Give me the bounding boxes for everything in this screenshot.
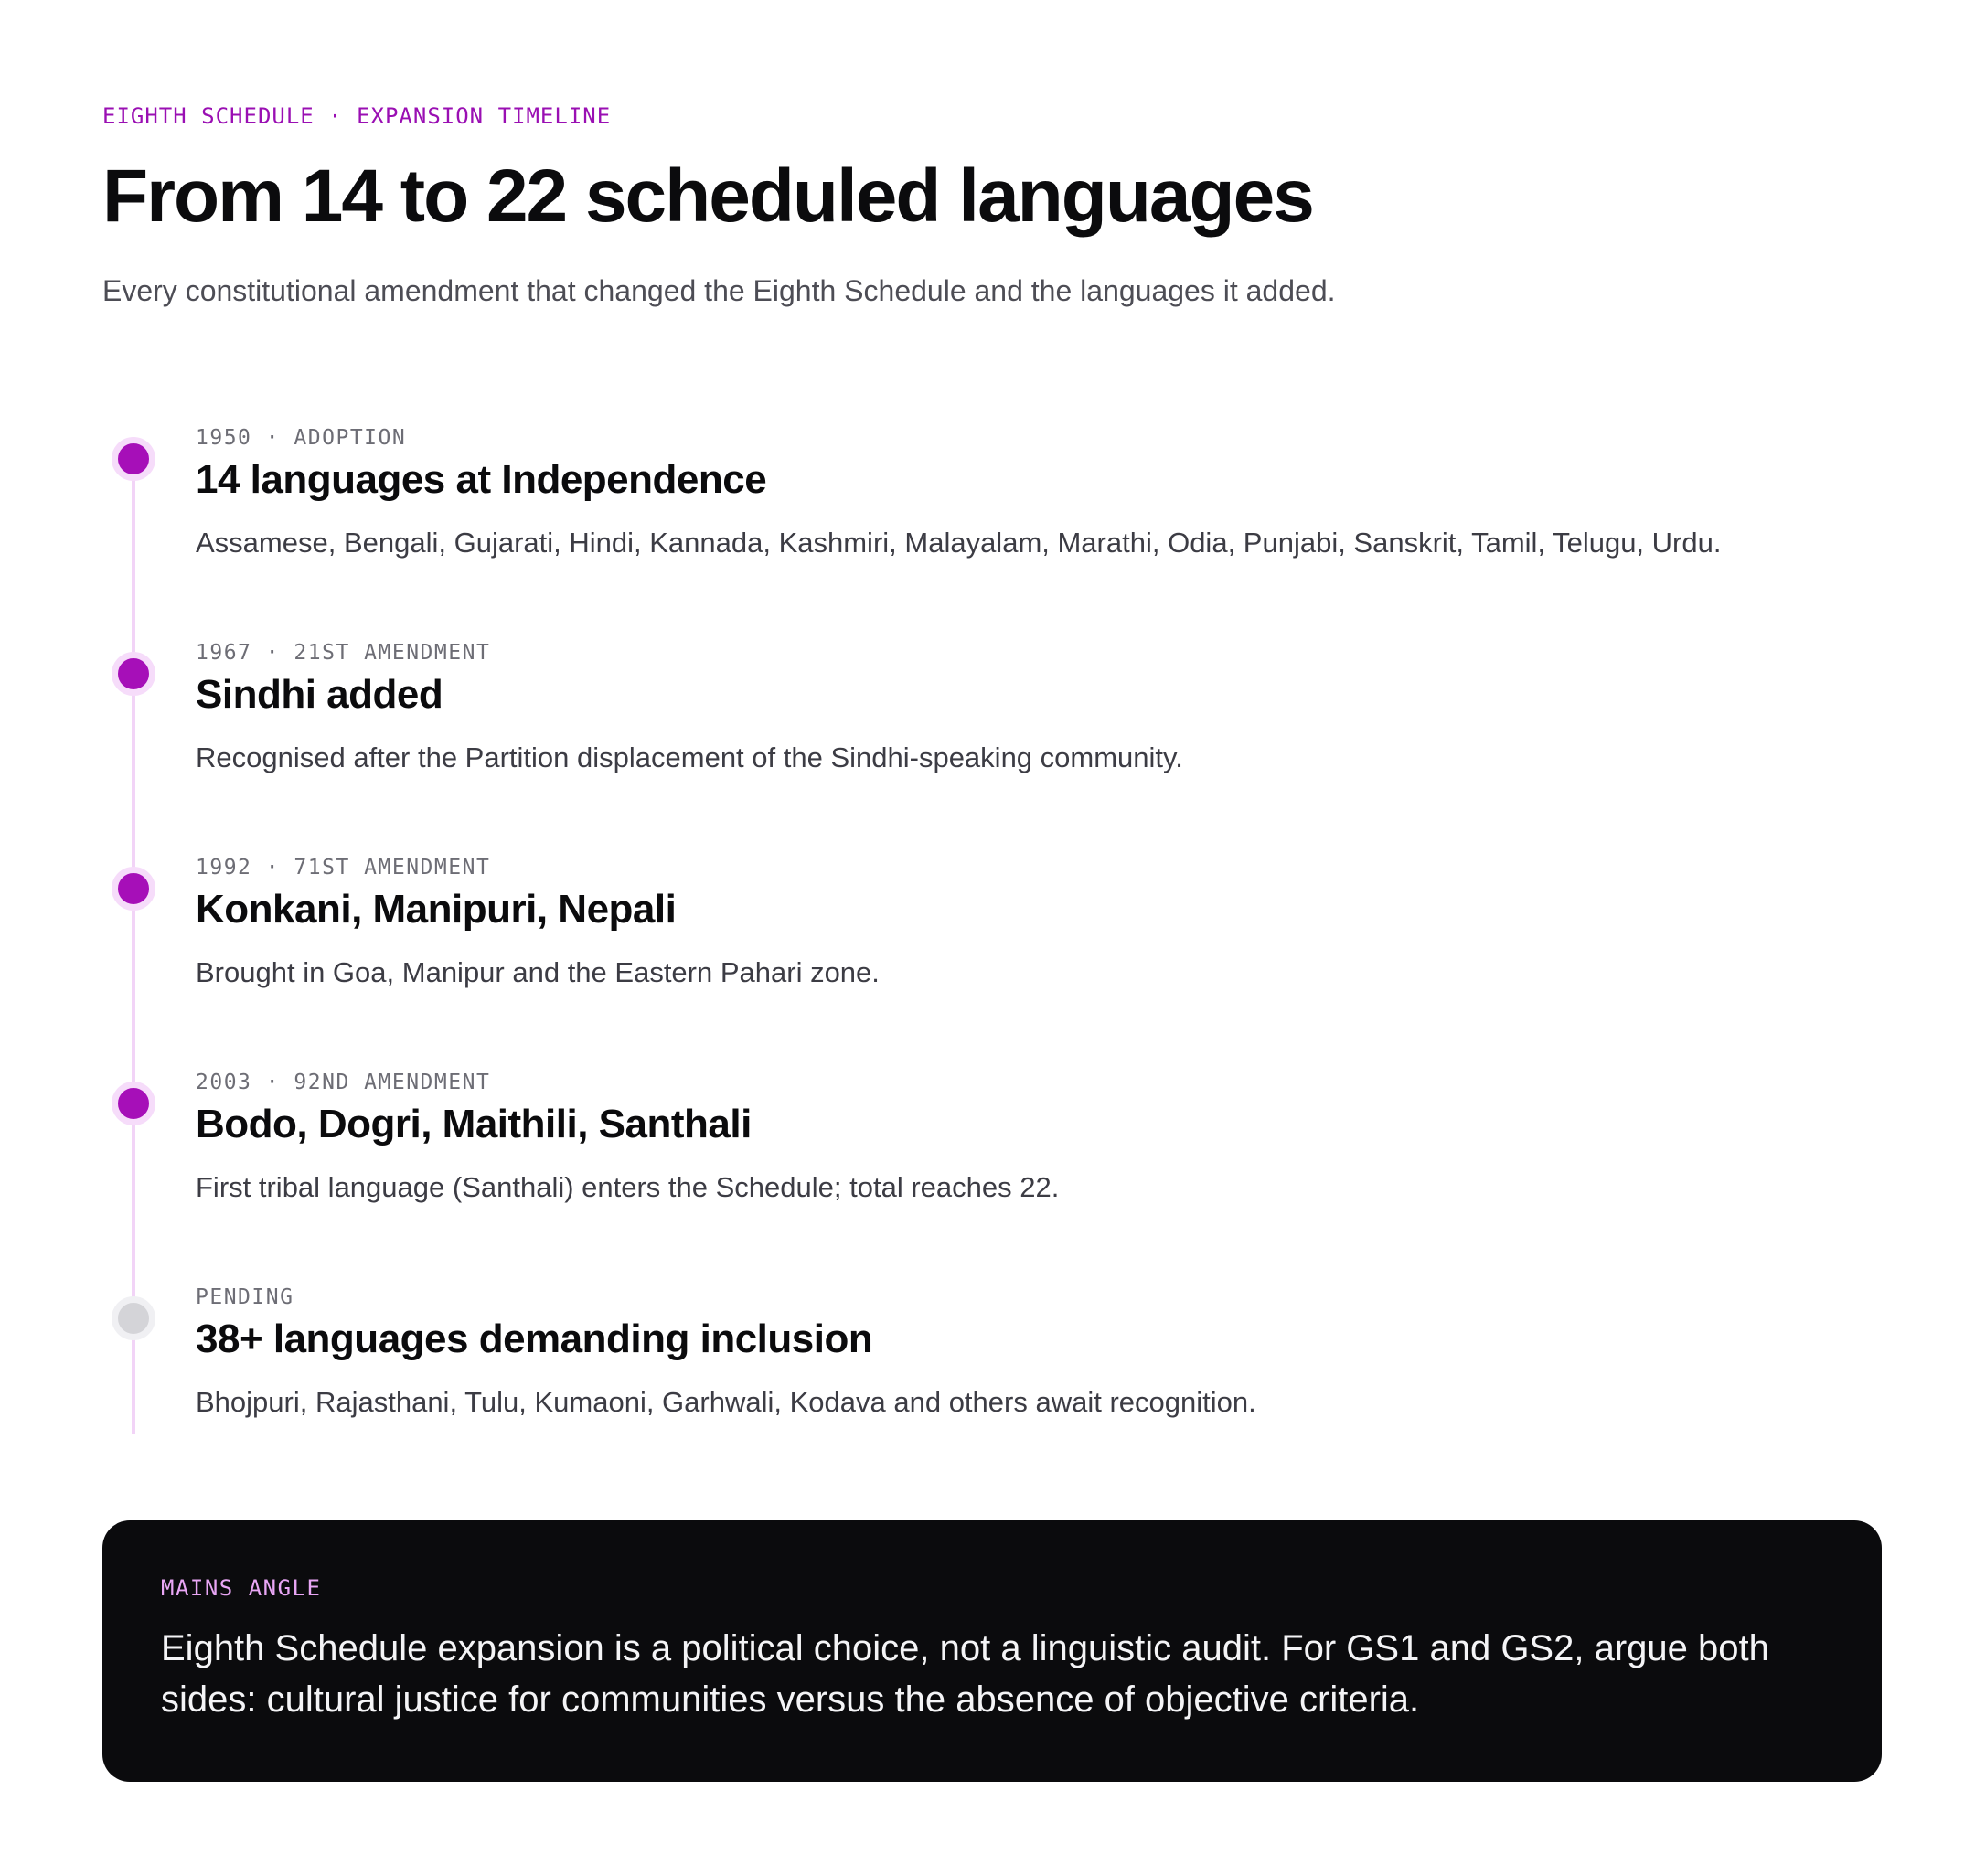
- page-title: From 14 to 22 scheduled languages: [102, 155, 1313, 238]
- mains-angle-callout: [102, 1520, 1882, 1782]
- timeline-event-2003: [102, 1071, 1882, 1264]
- timeline-dot-icon: [112, 652, 155, 696]
- timeline-event-pending: [102, 1285, 1882, 1479]
- callout-label: MAINS ANGLE: [161, 1575, 322, 1601]
- event-meta: 1992 · 71ST AMENDMENT: [196, 856, 491, 879]
- timeline-dot-icon: [112, 1082, 155, 1125]
- event-meta: PENDING: [196, 1285, 294, 1309]
- event-meta: 1950 · ADOPTION: [196, 426, 407, 450]
- timeline-event-1950: [102, 426, 1882, 620]
- timeline-dot-icon: [112, 867, 155, 911]
- timeline-event-1992: [102, 856, 1882, 1050]
- page-subtitle: Every constitutional amendment that changed the Eighth Schedule and the languages it added.: [102, 274, 1336, 307]
- eyebrow-label: EIGHTH SCHEDULE · EXPANSION TIMELINE: [102, 103, 612, 129]
- timeline-dot-pending-icon: [112, 1296, 155, 1340]
- timeline-dot-icon: [112, 437, 155, 481]
- timeline-event-1967: [102, 641, 1882, 835]
- event-meta: 2003 · 92ND AMENDMENT: [196, 1071, 491, 1094]
- event-description: Brought in Goa, Manipur and the Eastern Pahari zone.: [196, 956, 880, 988]
- event-description: First tribal language (Santhali) enters the Schedule; total reaches 22.: [196, 1171, 1060, 1203]
- event-title: Konkani, Manipuri, Nepali: [196, 887, 677, 932]
- event-title: 14 languages at Independence: [196, 457, 767, 502]
- event-description: Assamese, Bengali, Gujarati, Hindi, Kannada, Kashmiri, Malayalam, Marathi, Odia, Punjabi, Sanskrit, Tamil, Telugu, Urdu.: [196, 527, 1722, 559]
- event-description: Recognised after the Partition displacement of the Sindhi-speaking community.: [196, 741, 1183, 773]
- event-title: Sindhi added: [196, 672, 443, 717]
- event-description: Bhojpuri, Rajasthani, Tulu, Kumaoni, Garhwali, Kodava and others await recognition.: [196, 1386, 1256, 1418]
- event-title: Bodo, Dogri, Maithili, Santhali: [196, 1102, 752, 1146]
- callout-text: Eighth Schedule expansion is a political choice, not a linguistic audit. For GS1 and GS2, argue both sides: cultural justice for communities versus the absence of objective criteria.: [161, 1628, 1769, 1720]
- event-title: 38+ languages demanding inclusion: [196, 1316, 873, 1361]
- event-meta: 1967 · 21ST AMENDMENT: [196, 641, 491, 665]
